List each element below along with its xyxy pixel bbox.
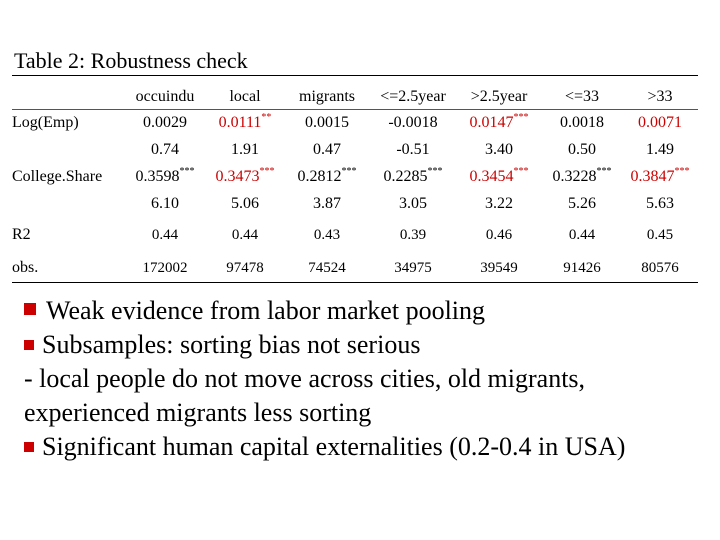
r2-cell: 0.45 bbox=[646, 226, 674, 243]
coef-cell: 0.3598*** bbox=[135, 166, 195, 185]
log-emp-t-row bbox=[12, 136, 698, 164]
column-header: >2.5year bbox=[470, 88, 528, 105]
row-label-obs: obs. bbox=[12, 259, 39, 276]
college-share-t-row bbox=[12, 190, 698, 218]
coef-cell: 0.0147*** bbox=[469, 112, 529, 131]
obs-cell: 172002 bbox=[142, 259, 188, 276]
r2-cell: 0.44 bbox=[568, 226, 596, 243]
r2-cell: 0.39 bbox=[399, 226, 427, 243]
t-stat-cell: 3.05 bbox=[399, 195, 427, 212]
header-row bbox=[12, 84, 698, 110]
t-stat-cell: 6.10 bbox=[151, 195, 179, 212]
coef-cell: 0.3228*** bbox=[552, 166, 612, 185]
t-stat-cell: 3.22 bbox=[485, 195, 513, 212]
regression-table bbox=[12, 84, 698, 284]
r2-cell: 0.46 bbox=[485, 226, 513, 243]
t-stat-cell: 0.74 bbox=[151, 141, 179, 158]
t-stat-cell: 3.40 bbox=[485, 141, 513, 158]
bullet-list bbox=[24, 294, 714, 464]
bullet-item: Weak evidence from labor market pooling bbox=[24, 294, 714, 328]
t-stat-cell: 1.91 bbox=[231, 141, 259, 158]
coef-cell: 0.0071 bbox=[638, 114, 682, 131]
obs-cell: 80576 bbox=[641, 259, 679, 276]
column-header: <=33 bbox=[564, 88, 600, 105]
r2-row bbox=[12, 218, 698, 252]
coef-cell: 0.3454*** bbox=[469, 166, 529, 185]
t-stat-cell: 5.06 bbox=[231, 195, 259, 212]
table-title: Table 2: Robustness check bbox=[14, 48, 248, 73]
row-label-log-emp: Log(Emp) bbox=[12, 114, 79, 131]
obs-cell: 34975 bbox=[394, 259, 432, 276]
square-bullet-icon bbox=[24, 340, 34, 350]
r2-cell: 0.44 bbox=[151, 226, 179, 243]
t-stat-cell: 3.87 bbox=[313, 195, 341, 212]
obs-row bbox=[12, 252, 698, 284]
t-stat-cell: 5.26 bbox=[568, 195, 596, 212]
square-bullet-icon bbox=[24, 303, 36, 315]
obs-cell: 97478 bbox=[226, 259, 264, 276]
t-stat-cell: -0.51 bbox=[396, 141, 430, 158]
coef-cell: 0.3847*** bbox=[630, 166, 690, 185]
obs-cell: 91426 bbox=[563, 259, 601, 276]
t-stat-cell: 0.50 bbox=[568, 141, 596, 158]
r2-cell: 0.43 bbox=[313, 226, 341, 243]
coef-cell: 0.0111** bbox=[218, 112, 272, 131]
t-stat-cell: 5.63 bbox=[646, 195, 674, 212]
row-label-r2: R2 bbox=[12, 226, 31, 243]
row-label-college-share: College.Share bbox=[12, 168, 103, 185]
coef-cell: 0.0029 bbox=[143, 114, 187, 131]
column-header: >33 bbox=[647, 88, 673, 105]
coef-cell: 0.0018 bbox=[560, 114, 604, 131]
log-emp-coef-row bbox=[12, 110, 698, 136]
column-header: occuindu bbox=[135, 88, 195, 105]
r2-cell: 0.44 bbox=[231, 226, 259, 243]
bullet-item: Subsamples: sorting bias not serious bbox=[24, 328, 714, 362]
table-top-rule bbox=[12, 75, 698, 76]
obs-cell: 39549 bbox=[480, 259, 518, 276]
coef-cell: 0.2812*** bbox=[297, 166, 357, 185]
sub-bullet-item: - local people do not move across cities, old migrants, experienced migrants less sorting bbox=[24, 364, 586, 427]
t-stat-cell: 1.49 bbox=[646, 141, 674, 158]
header-corner bbox=[12, 84, 124, 110]
college-share-coef-row bbox=[12, 164, 698, 190]
coef-cell: 0.0015 bbox=[305, 114, 349, 131]
bullet-item: Significant human capital externalities (0.2-0.4 in USA) bbox=[24, 430, 714, 464]
square-bullet-icon bbox=[24, 442, 34, 452]
t-stat-cell: 0.47 bbox=[313, 141, 341, 158]
coef-cell: 0.2285*** bbox=[383, 166, 443, 185]
column-header: <=2.5year bbox=[380, 88, 446, 105]
coef-cell: 0.3473*** bbox=[215, 166, 275, 185]
obs-cell: 74524 bbox=[308, 259, 346, 276]
column-header: local bbox=[229, 88, 261, 105]
coef-cell: -0.0018 bbox=[388, 114, 438, 131]
column-header: migrants bbox=[299, 88, 355, 105]
